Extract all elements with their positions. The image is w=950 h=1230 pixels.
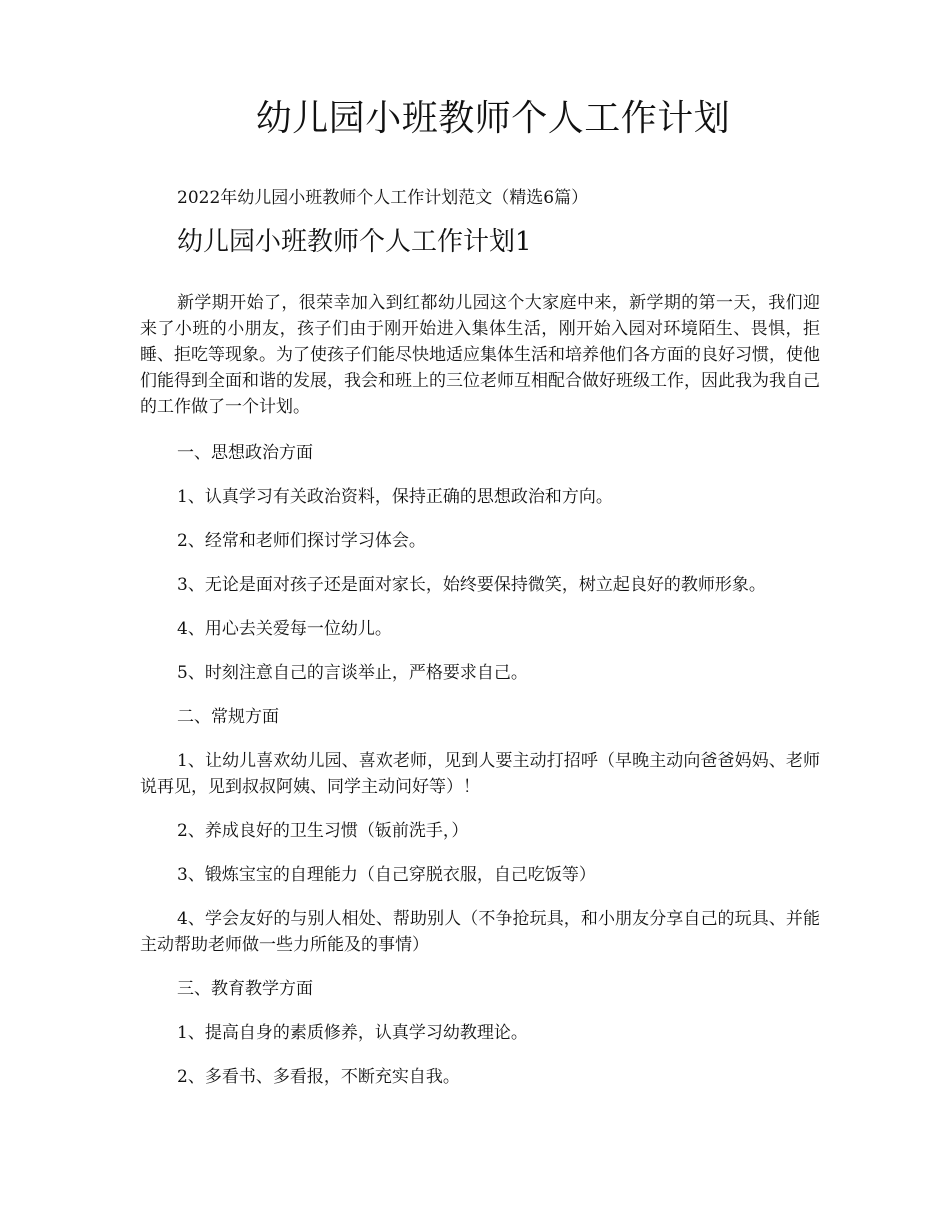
list-item: 2、多看书、多看报，不断充实自我。 <box>177 1067 460 1087</box>
list-item: 4、用心去关爱每一位幼儿。 <box>177 619 392 639</box>
list-item: 1、让幼儿喜欢幼儿园、喜欢老师，见到人要主动打招呼（早晚主动向爸爸妈妈、老师说再见，见到叔叔阿姨、同学主动问好等）！ <box>140 751 820 797</box>
list-item: 3、无论是面对孩子还是面对家长，始终要保持微笑，树立起良好的教师形象。 <box>177 575 766 595</box>
list-item: 4、学会友好的与别人相处、帮助别人（不争抢玩具，和小朋友分享自己的玩具、并能主动帮助老师做一些力所能及的事情） <box>140 909 820 955</box>
list-item: 1、提高自身的素质修养，认真学习幼教理论。 <box>177 1023 528 1043</box>
section-heading-routine: 二、常规方面 <box>177 707 279 727</box>
document-subtitle: 2022年幼儿园小班教师个人工作计划范文（精选6篇） <box>177 188 589 208</box>
document-title: 幼儿园小班教师个人工作计划 <box>255 98 731 139</box>
section-heading-teaching: 三、教育教学方面 <box>177 979 313 999</box>
list-item: 5、时刻注意自己的言谈举止，严格要求自己。 <box>177 663 528 683</box>
list-item: 3、锻炼宝宝的自理能力（自己穿脱衣服，自己吃饭等） <box>177 865 596 885</box>
list-item: 2、经常和老师们探讨学习体会。 <box>177 531 426 551</box>
section-heading: 幼儿园小班教师个人工作计划1 <box>177 227 532 257</box>
list-item: 1、认真学习有关政治资料，保持正确的思想政治和方向。 <box>177 487 613 507</box>
document-body <box>140 290 820 1108</box>
section-heading-politics: 一、思想政治方面 <box>177 443 313 463</box>
intro-paragraph: 新学期开始了，很荣幸加入到红都幼儿园这个大家庭中来，新学期的第一天，我们迎来了小班的小朋友，孩子们由于刚开始进入集体生活，刚开始入园对环境陌生、畏惧，拒睡、拒吃等现象。为了使孩子们能尽快地适应集体生活和培养他们各方面的良好习惯，使他们能得到全面和谐的发展，我会和班上的三位老师互相配合做好班级工作，因此我为我自己的工作做了一个计划。 <box>140 293 820 417</box>
list-item: 2、养成良好的卫生习惯（钣前洗手，） <box>177 821 469 841</box>
